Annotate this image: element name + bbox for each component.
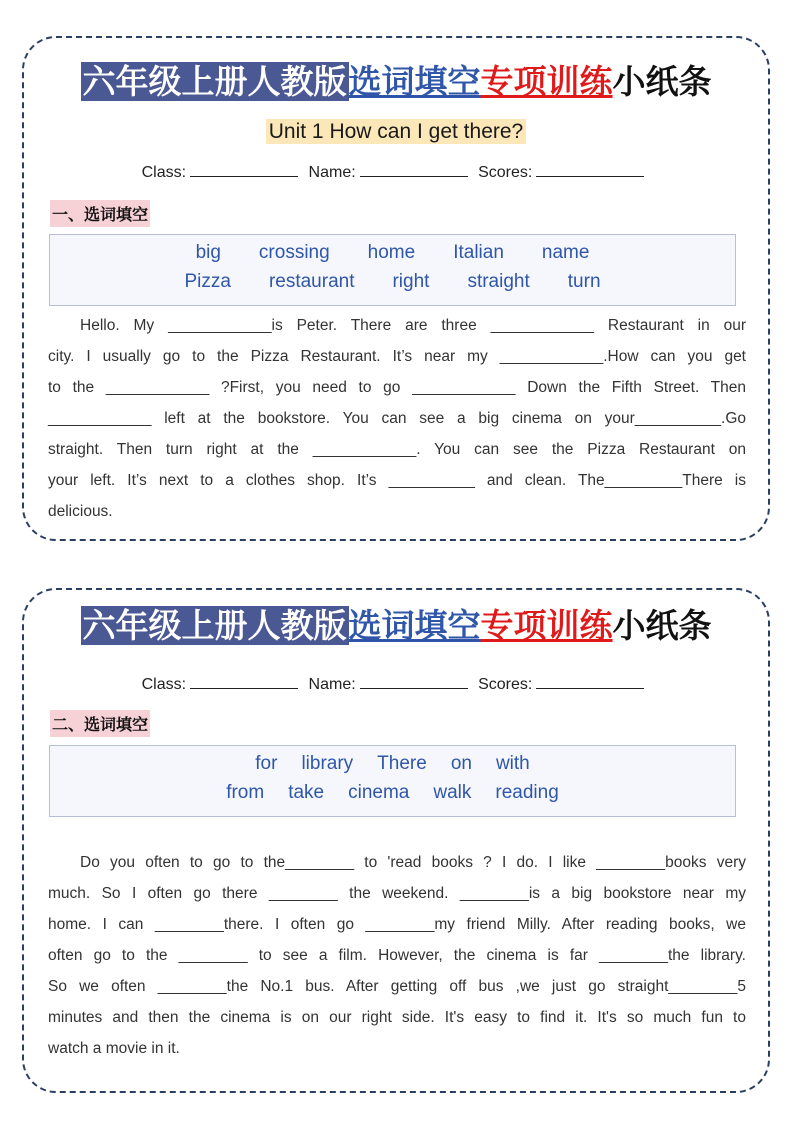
scores-blank[interactable] [536, 164, 644, 177]
title-grade: 六年级上册人教版 [82, 606, 347, 645]
section-heading: 一、选词填空 [50, 200, 150, 227]
word-bank-item: There [377, 753, 427, 774]
word-bank-item: take [288, 782, 325, 803]
name-blank[interactable] [360, 164, 468, 177]
class-blank[interactable] [190, 676, 298, 689]
word-bank-item: crossing [258, 242, 330, 263]
passage-line: your left. It’s next to a clothes shop. It’s __________ and clean. The_________There is [48, 472, 746, 489]
scores-label: Scores: [478, 164, 533, 181]
worksheet-card-2 [22, 588, 770, 1093]
word-bank-item: big [195, 242, 221, 263]
word-bank-item: name [541, 242, 590, 263]
passage-line: home. I can ________there. I often go ________my friend Milly. After reading books, we [48, 916, 746, 933]
word-bank-item: restaurant [268, 271, 355, 292]
word-bank-row-2 [50, 782, 735, 804]
title-type: 选词填空 [348, 62, 481, 101]
class-label: Class: [141, 164, 187, 181]
class-blank[interactable] [190, 164, 298, 177]
title-training: 专项训练 [480, 62, 613, 101]
name-label: Name: [308, 676, 356, 693]
word-bank [49, 745, 736, 817]
word-bank-item: on [450, 753, 472, 774]
section-heading: 二、选词填空 [50, 710, 150, 737]
name-label: Name: [308, 164, 356, 181]
word-bank-item: for [255, 753, 278, 774]
title-training: 专项训练 [480, 606, 613, 645]
word-bank-item: Pizza [184, 271, 231, 292]
passage-line: to the ____________ ?First, you need to go ____________ Down the Fifth Street. Then [48, 379, 746, 396]
word-bank-item: reading [495, 782, 559, 803]
word-bank-item: turn [567, 271, 601, 292]
title-type: 选词填空 [348, 606, 481, 645]
word-bank-item: from [226, 782, 265, 803]
word-bank-item: cinema [348, 782, 410, 803]
word-bank-row-1 [50, 753, 735, 775]
word-bank-item: library [301, 753, 354, 774]
name-blank[interactable] [360, 676, 468, 689]
title-note: 小纸条 [612, 62, 712, 101]
word-bank-item: home [367, 242, 416, 263]
scores-label: Scores: [478, 676, 533, 693]
word-bank-item: straight [467, 271, 530, 292]
passage-line: ____________ left at the bookstore. You can see a big cinema on your__________.Go [48, 410, 746, 427]
passage-line: straight. Then turn right at the ____________. You can see the Pizza Restaurant on [48, 441, 746, 458]
passage-line: city. I usually go to the Pizza Restaurant. It’s near my ____________.How can you get [48, 348, 746, 365]
scores-blank[interactable] [536, 676, 644, 689]
passage-line: Do you often to go to the________ to 'read books ? I do. I like ________books very [80, 854, 746, 871]
passage-line: much. So I often go there ________ the weekend. ________is a big bookstore near my [48, 885, 746, 902]
student-info-line [24, 676, 768, 694]
passage-line: watch a movie in it. [48, 1040, 180, 1057]
word-bank [49, 234, 736, 306]
word-bank-item: right [392, 271, 430, 292]
word-bank-item: Italian [453, 242, 504, 263]
word-bank-item: walk [433, 782, 472, 803]
passage-line: often go to the ________ to see a film. However, the cinema is far ________the library. [48, 947, 746, 964]
worksheet-card-1 [22, 36, 770, 541]
word-bank-row-1 [50, 242, 735, 264]
passage-line: minutes and then the cinema is on our right side. It's easy to find it. It's so much fun to [48, 1009, 746, 1026]
student-info-line [24, 164, 768, 182]
unit-subtitle: Unit 1 How can I get there? [24, 120, 768, 144]
title-grade: 六年级上册人教版 [82, 62, 347, 101]
passage-line: delicious. [48, 503, 113, 520]
word-bank-row-2 [50, 271, 735, 293]
title-note: 小纸条 [612, 606, 712, 645]
passage-line: So we often ________the No.1 bus. After getting off bus ,we just go straight________5 [48, 978, 746, 995]
class-label: Class: [141, 676, 187, 693]
card-title [24, 60, 768, 104]
word-bank-item: with [495, 753, 530, 774]
passage-line: Hello. My ____________is Peter. There are three ____________ Restaurant in our [80, 317, 746, 334]
card-title [24, 604, 768, 648]
